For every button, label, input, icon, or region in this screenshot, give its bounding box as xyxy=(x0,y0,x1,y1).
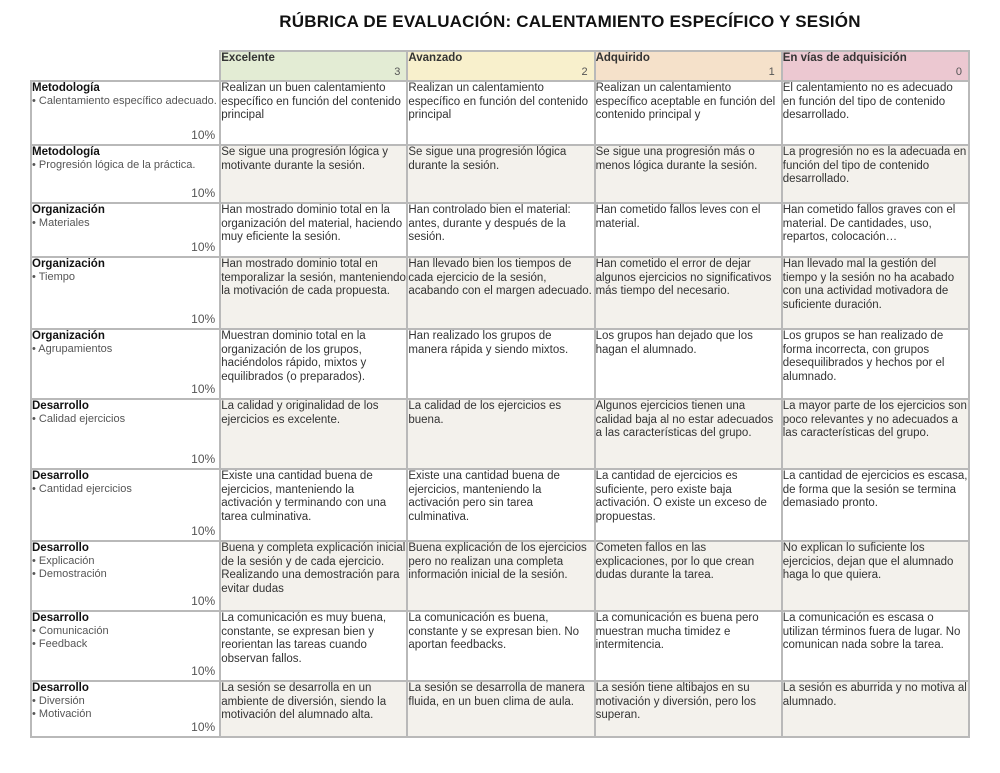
level-points: 0 xyxy=(955,66,962,78)
descriptor-cell: Buena explicación de los ejercicios pero no realizan una completa información inicial de la sesión. xyxy=(407,541,594,611)
criterion-weight: 10% xyxy=(191,452,216,466)
descriptor-cell: La calidad y originalidad de los ejercicios es excelente. xyxy=(220,399,407,469)
descriptor-cell: Cometen fallos en las explicaciones, por lo que crean dudas durante la tarea. xyxy=(595,541,782,611)
criterion-title: Metodología xyxy=(32,82,100,94)
descriptor-cell: Han mostrado dominio total en temporalizar la sesión, manteniendo la motivación de cada propuesta. xyxy=(220,257,407,329)
criterion-title: Organización xyxy=(32,204,105,216)
criterion-cell xyxy=(31,145,220,203)
level-points: 3 xyxy=(394,66,401,78)
criterion-subitem: • Demostración xyxy=(32,568,107,580)
descriptor-cell: Han cometido fallos graves con el material. De cantidades, uso, repartos, colocación… xyxy=(782,203,969,257)
descriptor-cell: La comunicación es escasa o utilizan términos fuera de lugar. No comunican nada sobre la tarea. xyxy=(782,611,969,681)
rubric-row xyxy=(31,469,969,541)
criterion-subitem: • Calentamiento específico adecuado. xyxy=(32,95,217,107)
criterion-title: Organización xyxy=(32,330,105,342)
criterion-cell xyxy=(31,329,220,399)
criterion-cell xyxy=(31,541,220,611)
rubric-row xyxy=(31,681,969,737)
criterion-cell xyxy=(31,257,220,329)
header-corner xyxy=(31,51,220,81)
criterion-title: Desarrollo xyxy=(32,612,89,624)
descriptor-cell: Buena y completa explicación inicial de la sesión y de cada ejercicio. Realizando una demostración para evitar dudas xyxy=(220,541,407,611)
descriptor-cell: Realizan un buen calentamiento específico en función del contenido principal xyxy=(220,81,407,145)
level-label: Excelente xyxy=(221,52,275,64)
descriptor-cell: Han llevado bien los tiempos de cada ejercicio de la sesión, acabando con el margen adecuado. xyxy=(407,257,594,329)
descriptor-cell: La mayor parte de los ejercicios son poco relevantes y no adecuados a las características del grupo. xyxy=(782,399,969,469)
descriptor-cell: Realizan un calentamiento específico en función del contenido principal xyxy=(407,81,594,145)
criterion-cell xyxy=(31,681,220,737)
criterion-subitem: • Tiempo xyxy=(32,271,75,283)
criterion-cell xyxy=(31,469,220,541)
criterion-weight: 10% xyxy=(191,240,216,254)
criterion-subitem: • Motivación xyxy=(32,708,92,720)
descriptor-cell: Han llevado mal la gestión del tiempo y la sesión no ha acabado con una actividad motivadora de suficiente duración. xyxy=(782,257,969,329)
descriptor-cell: La cantidad de ejercicios es suficiente, pero existe baja activación. O existe un exceso de propuestas. xyxy=(595,469,782,541)
level-header-excelente xyxy=(220,51,407,81)
descriptor-cell: Existe una cantidad buena de ejercicios, manteniendo la activación y terminando con una tarea culminativa. xyxy=(220,469,407,541)
descriptor-cell: No explican lo suficiente los ejercicios, dejan que el alumnado haga lo que quiera. xyxy=(782,541,969,611)
criterion-subitem: • Feedback xyxy=(32,638,88,650)
descriptor-cell: La comunicación es buena pero muestran mucha timidez e intermitencia. xyxy=(595,611,782,681)
criterion-subitem: • Cantidad ejercicios xyxy=(32,483,132,495)
header-row xyxy=(31,51,969,81)
descriptor-cell: Han cometido fallos leves con el material. xyxy=(595,203,782,257)
descriptor-cell: La comunicación es muy buena, constante, se expresan bien y reorientan las tareas cuando observan fallos. xyxy=(220,611,407,681)
descriptor-cell: Los grupos se han realizado de forma incorrecta, con grupos desequilibrados y hechos por el alumnado. xyxy=(782,329,969,399)
descriptor-cell: La comunicación es buena, constante y se expresan bien. No aportan feedbacks. xyxy=(407,611,594,681)
descriptor-cell: Han cometido el error de dejar algunos ejercicios no significativos más tiempo del necesario. xyxy=(595,257,782,329)
descriptor-cell: La sesión se desarrolla de manera fluida, en un buen clima de aula. xyxy=(407,681,594,737)
rubric-row xyxy=(31,541,969,611)
descriptor-cell: Se sigue una progresión más o menos lógica durante la sesión. xyxy=(595,145,782,203)
descriptor-cell: Existe una cantidad buena de ejercicios, manteniendo la activación pero sin tarea culminativa. xyxy=(407,469,594,541)
criterion-weight: 10% xyxy=(191,312,216,326)
criterion-subitem: • Agrupamientos xyxy=(32,343,113,355)
descriptor-cell: Se sigue una progresión lógica durante la sesión. xyxy=(407,145,594,203)
rubric-table xyxy=(30,50,970,738)
criterion-title: Metodología xyxy=(32,146,100,158)
criterion-subitem: • Materiales xyxy=(32,217,90,229)
rubric-row xyxy=(31,145,969,203)
criterion-weight: 10% xyxy=(191,128,216,142)
level-label: En vías de adquisición xyxy=(782,52,907,64)
criterion-subitem: • Diversión xyxy=(32,695,85,707)
descriptor-cell: La sesión es aburrida y no motiva al alumnado. xyxy=(782,681,969,737)
criterion-cell xyxy=(31,399,220,469)
level-header-en-vias xyxy=(782,51,969,81)
rubric-row xyxy=(31,329,969,399)
descriptor-cell: Han controlado bien el material: antes, durante y después de la sesión. xyxy=(407,203,594,257)
criterion-subitem: • Progresión lógica de la práctica. xyxy=(32,159,196,171)
criterion-weight: 10% xyxy=(191,524,216,538)
page-title: RÚBRICA DE EVALUACIÓN: CALENTAMIENTO ESPECÍFICO Y SESIÓN xyxy=(279,12,861,31)
level-points: 2 xyxy=(581,66,588,78)
level-points: 1 xyxy=(768,66,775,78)
rubric-row xyxy=(31,257,969,329)
rubric-row xyxy=(31,611,969,681)
level-header-avanzado xyxy=(407,51,594,81)
criterion-cell xyxy=(31,611,220,681)
criterion-weight: 10% xyxy=(191,186,216,200)
descriptor-cell: La sesión tiene altibajos en su motivación y diversión, pero los superan. xyxy=(595,681,782,737)
descriptor-cell: Han realizado los grupos de manera rápida y siendo mixtos. xyxy=(407,329,594,399)
descriptor-cell: La sesión se desarrolla en un ambiente de diversión, siendo la motivación del alumnado alta. xyxy=(220,681,407,737)
rubric-row xyxy=(31,203,969,257)
rubric-row xyxy=(31,81,969,145)
level-label: Adquirido xyxy=(595,52,650,64)
criterion-subitem: • Calidad ejercicios xyxy=(32,413,126,425)
criterion-cell xyxy=(31,81,220,145)
criterion-weight: 10% xyxy=(191,594,216,608)
criterion-title: Desarrollo xyxy=(32,542,89,554)
criterion-cell xyxy=(31,203,220,257)
descriptor-cell: Algunos ejercicios tienen una calidad baja al no estar adecuados a las características del grupo. xyxy=(595,399,782,469)
criterion-title: Desarrollo xyxy=(32,682,89,694)
criterion-title: Desarrollo xyxy=(32,400,89,412)
descriptor-cell: Realizan un calentamiento específico aceptable en función del contenido principal y xyxy=(595,81,782,145)
descriptor-cell: La cantidad de ejercicios es escasa, de forma que la sesión se termina demasiado pronto. xyxy=(782,469,969,541)
descriptor-cell: La progresión no es la adecuada en función del tipo de contenido desarrollado. xyxy=(782,145,969,203)
rubric-row xyxy=(31,399,969,469)
level-header-adquirido xyxy=(595,51,782,81)
level-label: Avanzado xyxy=(408,52,463,64)
criterion-weight: 10% xyxy=(191,720,216,734)
criterion-weight: 10% xyxy=(191,382,216,396)
descriptor-cell: Los grupos han dejado que los hagan el alumnado. xyxy=(595,329,782,399)
criterion-title: Desarrollo xyxy=(32,470,89,482)
criterion-title: Organización xyxy=(32,258,105,270)
descriptor-cell: Se sigue una progresión lógica y motivante durante la sesión. xyxy=(220,145,407,203)
descriptor-cell: La calidad de los ejercicios es buena. xyxy=(407,399,594,469)
criterion-subitem: • Explicación xyxy=(32,555,95,567)
descriptor-cell: Han mostrado dominio total en la organización del material, haciendo muy eficiente la sesión. xyxy=(220,203,407,257)
criterion-subitem: • Comunicación xyxy=(32,625,109,637)
descriptor-cell: El calentamiento no es adecuado en función del tipo de contenido desarrollado. xyxy=(782,81,969,145)
criterion-weight: 10% xyxy=(191,664,216,678)
descriptor-cell: Muestran dominio total en la organización de los grupos, haciéndolos rápido, mixtos y equilibrados (o preparados). xyxy=(220,329,407,399)
